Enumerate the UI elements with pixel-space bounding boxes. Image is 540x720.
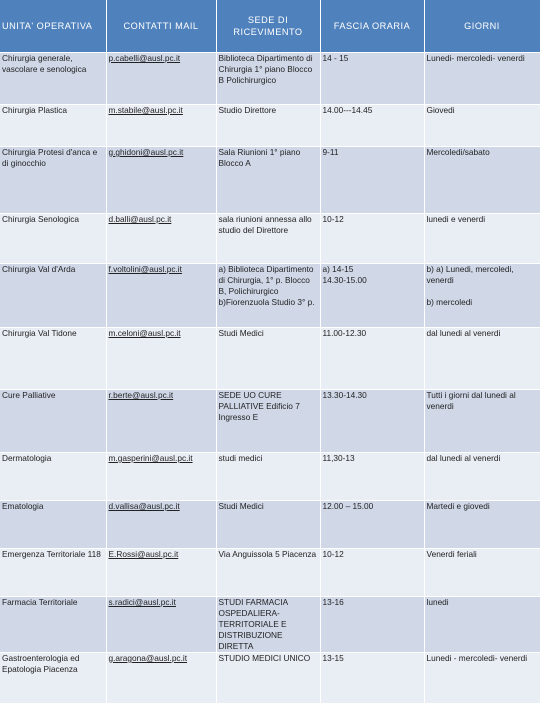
cell-unita: Chirurgia Protesi d'anca e di ginocchio [0, 147, 106, 214]
table-row [0, 453, 540, 501]
cell-sede: studi medici [216, 453, 320, 501]
cell-sede: Via Anguissola 5 Piacenza [216, 549, 320, 597]
table-row [0, 264, 540, 328]
cell-unita: Emergenza Territoriale 118 [0, 549, 106, 597]
table-row [0, 105, 540, 147]
email-link[interactable]: m.gasperini@ausl.pc.it [106, 453, 216, 501]
email-link[interactable]: p.cabelli@ausl.pc.it [106, 53, 216, 105]
cell-fascia: 13.30-14.30 [320, 390, 424, 453]
cell-unita: Farmacia Territoriale [0, 597, 106, 653]
email-link[interactable]: m.celoni@ausl.pc.it [106, 328, 216, 390]
email-link[interactable]: d.balli@ausl.pc.it [106, 214, 216, 264]
cell-sede: Sala Riunioni 1° piano Blocco A [216, 147, 320, 214]
cell-sede: Studi Medici [216, 501, 320, 549]
email-link[interactable]: E.Rossi@ausl.pc.it [106, 549, 216, 597]
email-link[interactable]: f.voltolini@ausl.pc.it [106, 264, 216, 328]
table-row [0, 597, 540, 653]
cell-unita: Chirurgia generale, vascolare e senologica [0, 53, 106, 105]
cell-giorni: Tutti i giorni dal lunedi al venerdi [424, 390, 540, 453]
cell-fascia: 11,30-13 [320, 453, 424, 501]
cell-fascia: 10-12 [320, 549, 424, 597]
header-sede: SEDE DI RICEVIMENTO [216, 0, 320, 53]
header-unita: UNITA' OPERATIVA [0, 0, 106, 53]
cell-fascia: 13-16 [320, 597, 424, 653]
cell-sede: sala riunioni annessa allo studio del Direttore [216, 214, 320, 264]
cell-fascia: 12.00 – 15.00 [320, 501, 424, 549]
email-link[interactable]: g.ghidoni@ausl.pc.it [106, 147, 216, 214]
cell-giorni: dal lunedi al venerdi [424, 328, 540, 390]
table-row [0, 328, 540, 390]
cell-unita: Chirurgia Plastica [0, 105, 106, 147]
email-link[interactable]: g.aragona@ausl.pc.it [106, 653, 216, 704]
email-link[interactable]: r.berte@ausl.pc.it [106, 390, 216, 453]
table-row [0, 653, 540, 704]
cell-sede: STUDI FARMACIA OSPEDALIERA-TERRITORIALE E DISTRIBUZIONE DIRETTA [216, 597, 320, 653]
cell-giorni: lunedi [424, 597, 540, 653]
header-giorni: GIORNI [424, 0, 540, 53]
cell-sede: a) Biblioteca Dipartimento di Chirurgia, 1° p. Blocco B, Polichirurgico b)Fiorenzuola Studio 3° p. [216, 264, 320, 328]
header-fascia: FASCIA ORARIA [320, 0, 424, 53]
table-row [0, 147, 540, 214]
cell-fascia: 9-11 [320, 147, 424, 214]
cell-giorni: dal lunedi al venerdi [424, 453, 540, 501]
cell-unita: Chirurgia Senologica [0, 214, 106, 264]
cell-giorni: Lunedi- mercoledi- venerdi [424, 53, 540, 105]
cell-unita: Dermatologia [0, 453, 106, 501]
cell-giorni: Venerdi feriali [424, 549, 540, 597]
cell-unita: Cure Palliative [0, 390, 106, 453]
email-link[interactable]: s.radici@ausl.pc.it [106, 597, 216, 653]
table-row [0, 390, 540, 453]
cell-giorni: Lunedi - mercoledi- venerdi [424, 653, 540, 704]
table-row [0, 53, 540, 105]
cell-sede: Studi Medici [216, 328, 320, 390]
cell-fascia: 13-15 [320, 653, 424, 704]
table-row [0, 214, 540, 264]
cell-unita: Ematologia [0, 501, 106, 549]
table-row [0, 501, 540, 549]
cell-giorni: Giovedi [424, 105, 540, 147]
cell-unita: Chirurgia Val Tidone [0, 328, 106, 390]
cell-giorni: Martedi e giovedi [424, 501, 540, 549]
cell-fascia: a) 14-15 14.30-15.00 [320, 264, 424, 328]
cell-fascia: 10-12 [320, 214, 424, 264]
email-link[interactable]: d.vallisa@ausl.pc.it [106, 501, 216, 549]
cell-unita: Gastroenterologia ed Epatologia Piacenza [0, 653, 106, 704]
email-link[interactable]: m.stabile@ausl.pc.it [106, 105, 216, 147]
cell-sede: STUDIO MEDICI UNICO [216, 653, 320, 704]
cell-giorni: Mercoledi/sabato [424, 147, 540, 214]
table-row [0, 549, 540, 597]
header-contatti: CONTATTI MAIL [106, 0, 216, 53]
cell-fascia: 14.00---14.45 [320, 105, 424, 147]
cell-fascia: 11.00-12.30 [320, 328, 424, 390]
cell-giorni: lunedi e venerdi [424, 214, 540, 264]
cell-sede: Studio Direttore [216, 105, 320, 147]
table-header-row [0, 0, 540, 53]
cell-fascia: 14 - 15 [320, 53, 424, 105]
cell-sede: SEDE UO CURE PALLIATIVE Edificio 7 Ingresso E [216, 390, 320, 453]
cell-unita: Chirurgia Val d'Arda [0, 264, 106, 328]
cell-sede: Biblioteca Dipartimento di Chirurgia 1° piano Blocco B Polichirurgico [216, 53, 320, 105]
cell-giorni: b) a) Lunedi, mercoledi, venerdi b) mercoledi [424, 264, 540, 328]
